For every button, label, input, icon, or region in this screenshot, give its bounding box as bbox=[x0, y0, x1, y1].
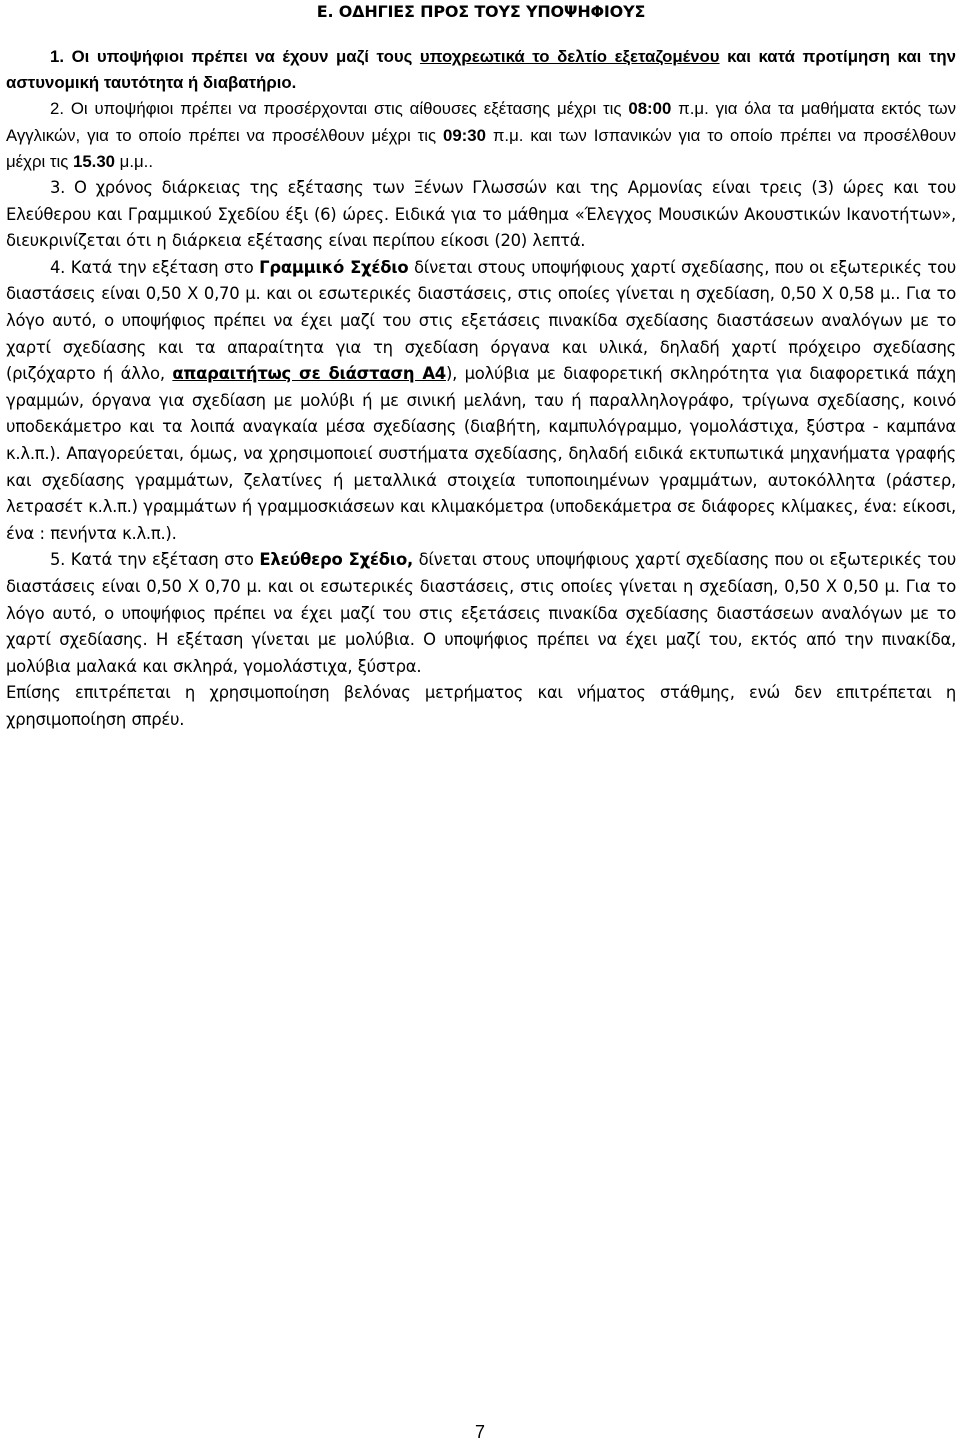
closing-note: Επίσης επιτρέπεται η χρησιμοποίηση βελόνας μετρήματος και νήματος στάθμης, ενώ δεν επιτρέπεται η χρησιμοποίηση σπρέυ. bbox=[6, 683, 956, 729]
instruction-2 bbox=[6, 96, 956, 175]
instruction-4-text-b: δίνεται στους υποψήφιους χαρτί σχεδίασης, που οι εξωτερικές του διαστάσεις είναι 0,50 Χ 0,70 μ. και οι εσωτερικές διαστάσεις, στις οποίες γίνεται η σχεδίαση, 0,50 Χ 0,58 μ.. Για το λόγο αυτό, ο υποψήφιος πρέπει να έχει μαζί του στις εξετάσεις πινακίδα σχεδίασης διαστάσεων αναλόγων με το χαρτί σχεδίασης και τα απαραίτητα για τη σχεδίαση όργανα και υλικά, δηλαδή χαρτί πρόχειρο σχεδίασης (ριζόχαρτο ή άλλο, bbox=[6, 257, 957, 384]
instruction-3 bbox=[6, 175, 956, 255]
instruction-1 bbox=[6, 44, 956, 96]
instruction-1-underlined: υποχρεωτικά το δελτίο εξεταζομένου bbox=[419, 47, 720, 66]
time-1530: 15.30 bbox=[73, 151, 116, 171]
instruction-5 bbox=[6, 547, 956, 680]
free-drawing-label: Ελεύθερο Σχέδιο, bbox=[259, 550, 413, 570]
instruction-4-text-c: ), μολύβια με διαφορετική σκληρότητα για διαφορετικά πάχη γραμμών, όργανα για σχεδίαση με μολύβι ή με σινική μελάνη, ταυ ή παραλληλογράφο, τρίγωνα σχεδίασης, κοινό υποδεκάμετρο και τα λοιπά αναγκαία μέσα σχεδίασης (διαβήτη, καμπυλόγραμμο, γομολάστιχα, ξύστρα - καμπάνα κ.λ.π.). Απαγορεύεται, όμως, να χρησιμοποιεί συστήματα σχεδίασης, δηλαδή ειδικά εκτυπωτικά μηχανήματα γραφής και σχεδίασης γραμμάτων, ζελατίνες ή μεταλλικά στοιχεία τυποποιημένων γραμμάτων, αυτοκόλλητα (ράστερ, λετρασέτ κ.λ.π.) γραμμάτων ή γραμμοσκιάσεων και κλιμακόμετρα (υποδεκάμετρα σε διάφορες κλίμακες, ένα: είκοσι, ένα : πενήντα κ.λ.π.). bbox=[6, 364, 957, 543]
linear-drawing-label: Γραμμικό Σχέδιο bbox=[259, 257, 409, 277]
page-number: 7 bbox=[474, 1422, 485, 1442]
section-heading: Ε. ΟΔΗΓΙΕΣ ΠΡΟΣ ΤΟΥΣ ΥΠΟΨΗΦΙΟΥΣ bbox=[316, 2, 646, 21]
instruction-1-text: 1. Οι υποψήφιοι πρέπει να έχουν μαζί τους bbox=[50, 47, 420, 66]
instruction-5-text: 5. Κατά την εξέταση στο bbox=[50, 550, 260, 570]
instruction-1-text-end: και κατά προτίμηση και την αστυνομική ταυτότητα ή διαβατήριο. bbox=[6, 47, 956, 93]
instruction-2-text-d: μ.μ.. bbox=[115, 151, 154, 171]
instruction-2-text-b: π.μ. για όλα τα μαθήματα εκτός των Αγγλικών, για το οποίο πρέπει να προσέλθουν μέχρι τις bbox=[6, 99, 956, 145]
time-0930: 09:30 bbox=[443, 125, 486, 145]
instruction-4 bbox=[6, 255, 956, 548]
time-0800: 08:00 bbox=[628, 99, 672, 119]
instruction-3-text: 3. Ο χρόνος διάρκειας της εξέτασης των Ξένων Γλωσσών και της Αρμονίας είναι τρεις (3) ώρες και του Ελεύθερου και Γραμμικού Σχεδίου έξι (6) ώρες. Ειδικά για το μάθημα «Έλεγχος Μουσικών Ακουστικών Ικανοτήτων», διευκρινίζεται ότι η διάρκεια εξέτασης είναι περίπου είκοσι (20) λεπτά. bbox=[6, 178, 956, 251]
instruction-4-text: 4. Κατά την εξέταση στο bbox=[50, 257, 260, 277]
a4-requirement: απαραιτήτως σε διάσταση Α4 bbox=[172, 364, 446, 384]
instruction-2-text: 2. Οι υποψήφιοι πρέπει να προσέρχονται στις αίθουσες εξέτασης μέχρι τις bbox=[50, 99, 629, 119]
document-body bbox=[6, 0, 956, 733]
instruction-5-text-b: δίνεται στους υποψήφιους χαρτί σχεδίασης που οι εξωτερικές του διαστάσεις είναι 0,50 Χ 0,70 μ. και οι εσωτερικές διαστάσεις, στις οποίες γίνεται η σχεδίαση, 0,50 Χ 0,50 μ. Για το λόγο αυτό, ο υποψήφιος πρέπει να έχει μαζί του στις εξετάσεις πινακίδα σχεδίασης διαστάσεων αναλόγων με το χαρτί σχεδίασης. Η εξέταση γίνεται με μολύβια. Ο υποψήφιος πρέπει να έχει μαζί του, εκτός από την πινακίδα, μολύβια μαλακά και σκληρά, γομολάστιχα, ξύστρα. bbox=[6, 550, 957, 676]
instruction-2-text-c: π.μ. και των Ισπανικών για το οποίο πρέπει να προσέλθουν μέχρι τις bbox=[6, 125, 956, 171]
